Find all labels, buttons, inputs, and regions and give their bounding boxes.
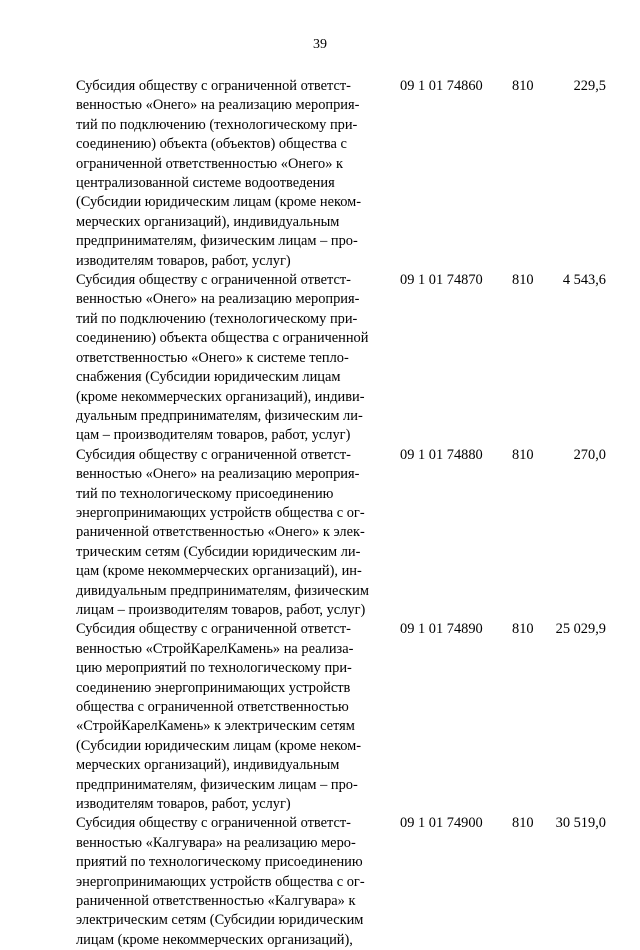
description-line: Субсидия обществу с ограниченной ответст- [76, 815, 351, 832]
row-code: 09 1 01 74900 [400, 815, 483, 832]
description-line: дивидуальным предпринимателям, физическим [76, 582, 369, 599]
table-row [76, 271, 606, 446]
description-line: тий по подключению (технологическому при- [76, 310, 358, 327]
row-description [76, 620, 386, 814]
row-expense-type: 810 [512, 272, 534, 289]
description-line: приятий по технологическому присоединению [76, 854, 363, 871]
description-line: «СтройКарелКамень» к электрическим сетям [76, 718, 355, 735]
description-line: цию мероприятий по технологическому при- [76, 660, 352, 677]
description-line: лицам – производителям товаров, работ, услуг) [76, 601, 366, 618]
description-line: соединению энергопринимающих устройств [76, 679, 351, 696]
row-expense-type: 810 [512, 446, 534, 463]
row-code: 09 1 01 74890 [400, 621, 483, 638]
description-line: венностью «Онего» на реализацию мероприя- [76, 466, 360, 483]
description-line: венностью «Калгувара» на реализацию меро- [76, 834, 356, 851]
row-code: 09 1 01 74860 [400, 78, 483, 94]
description-line: изводителям товаров, работ, услуг) [76, 252, 291, 269]
description-line: энергопринимающих устройств общества с ог- [76, 504, 365, 521]
budget-table [76, 77, 606, 950]
description-line: энергопринимающих устройств общества с ог- [76, 873, 365, 890]
description-line: Субсидия обществу с ограниченной ответст- [76, 78, 351, 94]
description-line: электрическим сетям (Субсидии юридическим [76, 912, 364, 929]
description-line: дуальным предпринимателям, физическим ли- [76, 407, 363, 424]
description-line: соединению) объекта (объектов) общества с [76, 136, 347, 153]
row-amount: 229,5 [573, 78, 606, 94]
description-line: общества с ограниченной ответственностью [76, 699, 349, 715]
table-row [76, 446, 606, 621]
row-amount: 4 543,6 [562, 272, 606, 289]
description-line: Субсидия обществу с ограниченной ответст- [76, 272, 351, 289]
description-line: трическим сетям (Субсидии юридическим ли- [76, 543, 361, 560]
row-description [76, 271, 386, 446]
description-line: тий по технологическому присоединению [76, 485, 334, 502]
description-line: (кроме некоммерческих организаций), индиви- [76, 388, 365, 405]
description-line: централизованной системе водоотведения [76, 175, 335, 192]
description-line: мерческих организаций), индивидуальным [76, 757, 340, 774]
row-expense-type: 810 [512, 621, 534, 638]
description-line: венностью «Онего» на реализацию мероприя- [76, 291, 360, 308]
description-line: соединению) объекта общества с ограниченной [76, 330, 369, 347]
row-description [76, 446, 386, 621]
description-line: раниченной ответственностью «Калгувара» к [76, 893, 356, 910]
description-line: Субсидия обществу с ограниченной ответст- [76, 446, 351, 463]
description-line: Субсидия обществу с ограниченной ответст- [76, 621, 351, 638]
description-line: (Субсидии юридическим лицам (кроме неком- [76, 194, 362, 211]
description-line: венностью «Онего» на реализацию мероприя- [76, 97, 360, 114]
row-expense-type: 810 [512, 78, 534, 94]
description-line: предпринимателям, физическим лицам – про- [76, 233, 358, 250]
description-line: цам – производителям товаров, работ, услуг) [76, 427, 351, 444]
row-amount: 25 029,9 [555, 621, 606, 638]
description-line: цам (кроме некоммерческих организаций), ин- [76, 563, 362, 580]
row-amount: 270,0 [573, 446, 606, 463]
page-number: 39 [313, 37, 327, 52]
description-line: изводителям товаров, работ, услуг) [76, 796, 291, 813]
description-line: мерческих организаций), индивидуальным [76, 213, 340, 230]
row-expense-type: 810 [512, 815, 534, 832]
description-line: ответственностью «Онего» к системе тепло- [76, 349, 349, 366]
description-line: снабжения (Субсидии юридическим лицам [76, 369, 341, 386]
row-code: 09 1 01 74880 [400, 446, 483, 463]
row-description [76, 814, 386, 950]
description-line: венностью «СтройКарелКамень» на реализа- [76, 640, 354, 657]
description-line: (Субсидии юридическим лицам (кроме неком- [76, 737, 362, 754]
description-line: тий по подключению (технологическому при- [76, 116, 358, 133]
row-description [76, 77, 386, 271]
row-code: 09 1 01 74870 [400, 272, 483, 289]
table-row [76, 814, 606, 950]
description-line: лицам (кроме некоммерческих организаций), [76, 931, 353, 948]
description-line: ограниченной ответственностью «Онего» к [76, 155, 343, 172]
table-row [76, 620, 606, 814]
description-line: раниченной ответственностью «Онего» к элек- [76, 524, 365, 541]
description-line: предпринимателям, физическим лицам – про- [76, 776, 358, 793]
table-row [76, 77, 606, 271]
row-amount: 30 519,0 [555, 815, 606, 832]
